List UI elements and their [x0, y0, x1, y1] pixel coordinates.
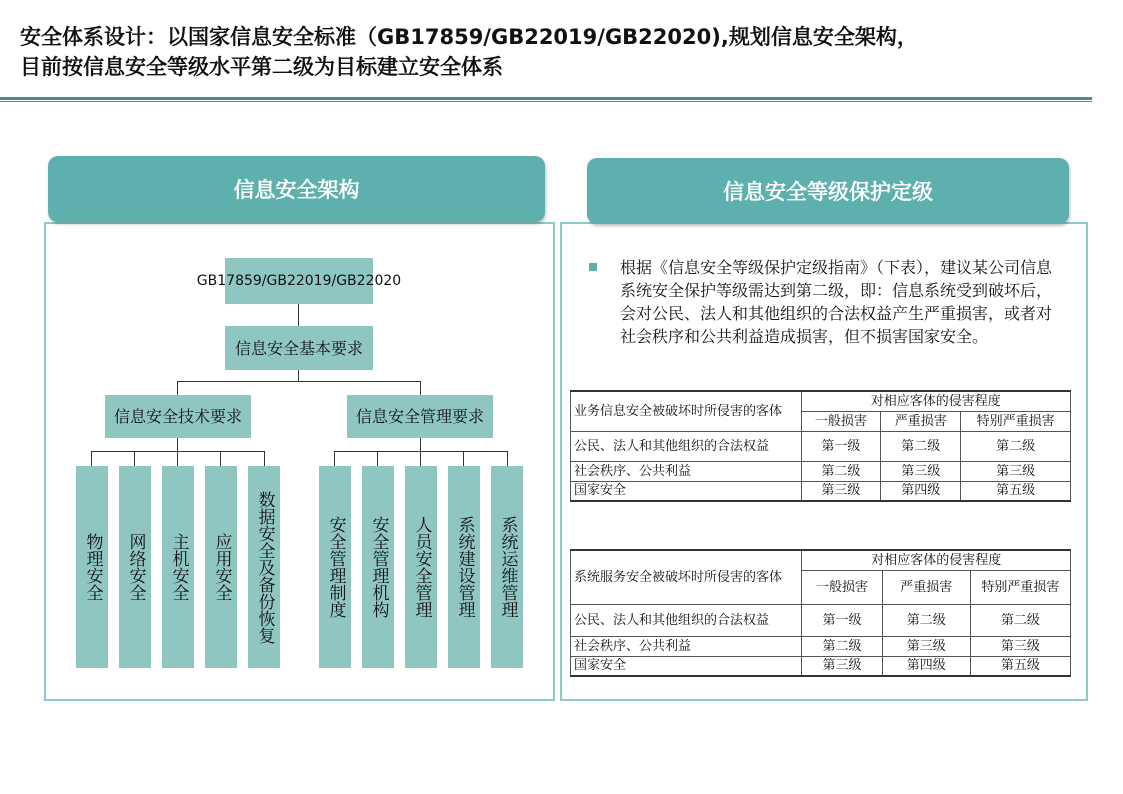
table-cell: 第三级: [961, 461, 1071, 481]
table-group-header: 对相应客体的侵害程度: [802, 550, 1071, 570]
connector: [463, 451, 464, 466]
connector: [177, 438, 178, 451]
basic-requirements-node: 信息安全基本要求: [225, 326, 373, 370]
table-row: [571, 636, 1071, 656]
leaf-network-security: 网络安全: [119, 466, 151, 668]
leaf-application-security: 应用安全: [205, 466, 237, 668]
table-column-header: 特别严重损害: [961, 411, 1071, 431]
table-cell: 第五级: [970, 656, 1070, 676]
leaf-host-security: 主机安全: [162, 466, 194, 668]
table-cell: 第二级: [882, 604, 970, 636]
leaf-security-mgmt-system: 安全管理制度: [319, 466, 351, 668]
table-cell: 第四级: [882, 656, 970, 676]
grading-panel-header: 信息安全等级保护定级: [587, 158, 1069, 224]
connector: [134, 451, 135, 466]
table-cell: 第二级: [881, 431, 961, 461]
bullet-square-icon: [589, 263, 597, 271]
table-group-header: 对相应客体的侵害程度: [801, 391, 1071, 411]
leaf-security-mgmt-org: 安全管理机构: [362, 466, 394, 668]
table-cell: 第二级: [961, 431, 1071, 461]
grading-description: 根据《信息安全等级保护定级指南》（下表），建议某公司信息系统安全保护等级需达到第二级，即：信息系统受到破坏后，会对公民、法人和其他组织的合法权益产生严重损害，或者对社会秩序和公共利益造成损害，但不损害国家安全。: [620, 258, 1053, 346]
connector: [177, 451, 178, 466]
table-cell: 第五级: [961, 481, 1071, 501]
page-title: 安全体系设计：以国家信息安全标准（GB17859/GB22019/GB22020),规划信息安全架构，目前按信息安全等级水平第二级为目标建立安全体系: [20, 25, 918, 79]
leaf-data-backup-recovery: 数据安全及备份恢复: [248, 466, 280, 668]
connector: [334, 451, 508, 452]
row-label: 国家安全: [571, 481, 802, 501]
mgmt-requirements-node: 信息安全管理要求: [347, 395, 493, 438]
table-cell: 第二级: [801, 461, 881, 481]
row-label: 公民、法人和其他组织的合法权益: [571, 604, 802, 636]
table-column-header: 严重损害: [882, 570, 970, 604]
connector: [420, 438, 421, 451]
root-standard-node: GB17859/GB22019/GB22020: [225, 258, 373, 304]
table-row: [571, 604, 1071, 636]
connector: [334, 451, 335, 466]
table-row: [571, 431, 1071, 461]
connector: [91, 451, 92, 466]
table-column-header: 特别严重损害: [970, 570, 1070, 604]
table-row: [571, 481, 1071, 501]
table-cell: 第三级: [802, 656, 882, 676]
table-corner-cell: 系统服务安全被破坏时所侵害的客体: [571, 550, 802, 604]
table-cell: 第一级: [801, 431, 881, 461]
row-label: 社会秩序、公共利益: [571, 636, 802, 656]
connector: [91, 451, 265, 452]
table-cell: 第二级: [802, 636, 882, 656]
connector: [377, 451, 378, 466]
table-cell: 第四级: [881, 481, 961, 501]
table-row: [571, 656, 1071, 676]
leaf-personnel-security: 人员安全管理: [405, 466, 437, 668]
system-service-grading-table: [570, 549, 1071, 677]
connector: [264, 451, 265, 466]
row-label: 公民、法人和其他组织的合法权益: [571, 431, 802, 461]
connector: [298, 304, 299, 326]
table-cell: 第三级: [882, 636, 970, 656]
architecture-panel-header: 信息安全架构: [48, 156, 545, 222]
title-divider-thin: [0, 101, 1092, 102]
table-cell: 第三级: [881, 461, 961, 481]
connector: [220, 451, 221, 466]
table-cell: 第二级: [970, 604, 1070, 636]
table-column-header: 严重损害: [881, 411, 961, 431]
table-cell: 第一级: [802, 604, 882, 636]
table-corner-cell: 业务信息安全被破坏时所侵害的客体: [571, 391, 802, 431]
connector: [420, 381, 421, 395]
connector: [420, 451, 421, 466]
leaf-physical-security: 物理安全: [76, 466, 108, 668]
connector: [177, 381, 421, 382]
table-column-header: 一般损害: [801, 411, 881, 431]
table-row: [571, 461, 1071, 481]
row-label: 社会秩序、公共利益: [571, 461, 802, 481]
row-label: 国家安全: [571, 656, 802, 676]
table-column-header: 一般损害: [802, 570, 882, 604]
table-cell: 第三级: [970, 636, 1070, 656]
connector: [507, 451, 508, 466]
table-cell: 第三级: [801, 481, 881, 501]
tech-requirements-node: 信息安全技术要求: [105, 395, 251, 438]
connector: [177, 381, 178, 395]
title-divider: [0, 97, 1092, 100]
leaf-system-construction-mgmt: 系统建设管理: [448, 466, 480, 668]
business-info-grading-table: [570, 390, 1071, 502]
leaf-system-operation-mgmt: 系统运维管理: [491, 466, 523, 668]
